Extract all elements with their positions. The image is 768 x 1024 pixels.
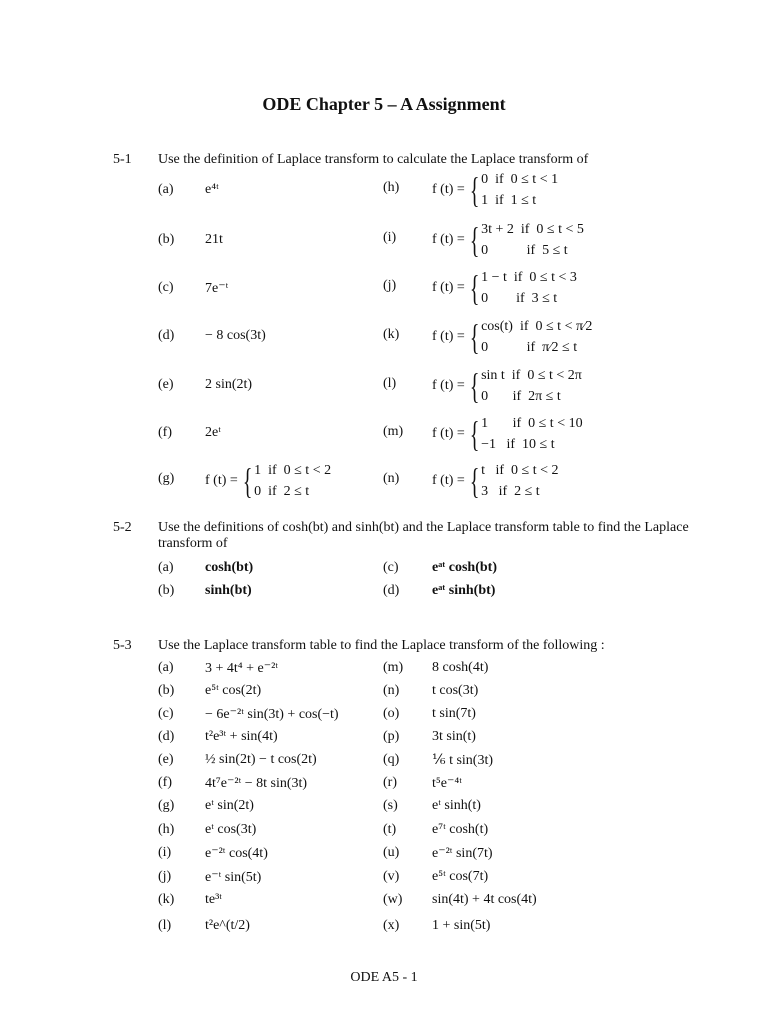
math-expression: sin(4t) + 4t cos(4t): [432, 892, 537, 907]
math-expression: 3 + 4t⁴ + e⁻²ᵗ: [205, 661, 279, 676]
function-lhs: f (t) =: [205, 473, 238, 488]
math-expression: ⅙ t sin(3t): [432, 753, 494, 768]
math-expression: eᵗ cos(3t): [205, 822, 257, 837]
section-instruction: Use the definition of Laplace transform to calculate the Laplace transform of: [158, 152, 589, 167]
page-footer: ODE A5 - 1: [350, 970, 418, 985]
item-label: (d): [383, 583, 400, 598]
cases: [481, 413, 583, 455]
math-expression: e⁻²ᵗ sin(7t): [432, 846, 493, 861]
math-expression: e⁻ᵗ sin(5t): [205, 870, 262, 885]
item-label: (l): [158, 918, 172, 933]
item-label: (b): [158, 683, 175, 698]
function-lhs: f (t) =: [432, 232, 465, 247]
item-label: (b): [158, 232, 175, 247]
function-lhs: f (t) =: [432, 280, 465, 295]
left-brace: {: [469, 170, 480, 210]
section-number: 5-2: [113, 520, 132, 535]
math-expression: eᵗ sinh(t): [432, 798, 481, 813]
item-label: (i): [383, 230, 397, 245]
case-line: 1 if 0 ≤ t < 2: [254, 463, 332, 478]
case-line: 0 if 5 ≤ t: [481, 243, 568, 258]
math-expression: 3t sin(t): [432, 729, 476, 744]
case-line: t if 0 ≤ t < 2: [481, 463, 559, 478]
math-expression: t⁵e⁻⁴ᵗ: [432, 776, 462, 791]
left-brace: {: [469, 317, 480, 357]
math-expression: eᵃᵗ sinh(bt): [432, 583, 496, 598]
item-label: (h): [158, 822, 175, 837]
math-expression: t²e^(t/2): [205, 918, 250, 933]
case-line: 1 − t if 0 ≤ t < 3: [481, 270, 577, 285]
math-expression: t²e³ᵗ + sin(4t): [205, 729, 278, 744]
item-label: (a): [158, 182, 174, 197]
function-lhs: f (t) =: [432, 329, 465, 344]
function-lhs: f (t) =: [432, 473, 465, 488]
case-line: 0 if 2 ≤ t: [254, 484, 310, 499]
item-label: (m): [383, 660, 404, 675]
item-label: (f): [158, 425, 172, 440]
item-label: (s): [383, 798, 398, 813]
piecewise-function: [432, 365, 582, 407]
section-instruction: Use the Laplace transform table to find the Laplace transform of the following :: [158, 638, 605, 653]
item-label: (g): [158, 798, 175, 813]
item-label: (c): [158, 706, 174, 721]
math-expression: 4t⁷e⁻²ᵗ − 8t sin(3t): [205, 776, 308, 791]
item-label: (w): [383, 892, 403, 907]
math-expression: 2 sin(2t): [205, 377, 253, 392]
item-label: (j): [158, 869, 172, 884]
case-line: 0 if π⁄2 ≤ t: [481, 340, 578, 355]
left-brace: {: [469, 268, 480, 308]
item-label: (e): [158, 377, 174, 392]
cases: [481, 316, 592, 358]
item-label: (v): [383, 869, 400, 884]
cases: [481, 219, 584, 261]
math-expression: 21t: [205, 232, 223, 247]
case-line: 0 if 2π ≤ t: [481, 389, 561, 404]
math-expression: 2eᵗ: [205, 425, 221, 440]
piecewise-function: [432, 316, 592, 358]
cases: [481, 460, 558, 502]
item-label: (d): [158, 729, 175, 744]
piecewise-function: [432, 219, 584, 261]
item-label: (c): [158, 280, 174, 295]
section-instruction: Use the definitions of cosh(bt) and sinh(bt) and the Laplace transform table to find the Laplace transform of: [158, 520, 689, 551]
math-expression: cosh(bt): [205, 560, 254, 575]
math-expression: eᵗ sin(2t): [205, 798, 254, 813]
math-expression: te³ᵗ: [205, 892, 222, 907]
item-label: (p): [383, 729, 400, 744]
item-label: (q): [383, 752, 400, 767]
item-label: (b): [158, 583, 175, 598]
math-expression: 8 cosh(4t): [432, 660, 489, 675]
left-brace: {: [469, 414, 480, 454]
left-brace: {: [469, 461, 480, 501]
math-expression: t cos(3t): [432, 683, 479, 698]
left-brace: {: [242, 461, 253, 501]
item-label: (m): [383, 424, 404, 439]
cases: [481, 267, 577, 309]
math-expression: − 6e⁻²ᵗ sin(3t) + cos(−t): [205, 707, 339, 722]
item-label: (f): [158, 775, 172, 790]
item-label: (n): [383, 471, 400, 486]
item-label: (j): [383, 278, 397, 293]
math-expression: e⁵ᵗ cos(7t): [432, 869, 489, 884]
item-label: (g): [158, 471, 175, 486]
left-brace: {: [469, 220, 480, 260]
case-line: 1 if 1 ≤ t: [481, 193, 537, 208]
section-number: 5-3: [113, 638, 132, 653]
item-label: (k): [158, 892, 175, 907]
math-expression: − 8 cos(3t): [205, 328, 266, 343]
item-label: (k): [383, 327, 400, 342]
function-lhs: f (t) =: [432, 378, 465, 393]
item-label: (h): [383, 180, 400, 195]
piecewise-function: [432, 460, 558, 502]
math-expression: e⁷ᵗ cosh(t): [432, 822, 489, 837]
item-label: (i): [158, 845, 172, 860]
case-line: sin t if 0 ≤ t < 2π: [481, 368, 582, 383]
item-label: (t): [383, 822, 397, 837]
case-line: 0 if 0 ≤ t < 1: [481, 172, 559, 187]
item-label: (u): [383, 845, 400, 860]
item-label: (a): [158, 560, 174, 575]
item-label: (l): [383, 376, 397, 391]
cases: [481, 365, 582, 407]
math-expression: t sin(7t): [432, 706, 476, 721]
function-lhs: f (t) =: [432, 182, 465, 197]
case-line: 3t + 2 if 0 ≤ t < 5: [481, 222, 584, 237]
cases: [481, 169, 558, 211]
math-expression: sinh(bt): [205, 583, 252, 598]
item-label: (o): [383, 706, 400, 721]
math-expression: e⁻²ᵗ cos(4t): [205, 846, 268, 861]
cases: [254, 460, 331, 502]
section-number: 5-1: [113, 152, 132, 167]
piecewise-function: [432, 413, 583, 455]
item-label: (e): [158, 752, 174, 767]
case-line: 1 if 0 ≤ t < 10: [481, 416, 583, 431]
piecewise-function: [205, 460, 331, 502]
case-line: 0 if 3 ≤ t: [481, 291, 558, 306]
item-label: (n): [383, 683, 400, 698]
piecewise-function: [432, 169, 558, 211]
math-expression: 7e⁻ᵗ: [205, 281, 229, 296]
item-label: (d): [158, 328, 175, 343]
math-expression: e⁴ᵗ: [205, 182, 219, 197]
item-label: (a): [158, 660, 174, 675]
math-expression: 1 + sin(5t): [432, 918, 491, 933]
item-label: (r): [383, 775, 397, 790]
case-line: cos(t) if 0 ≤ t < π⁄2: [481, 319, 593, 334]
math-expression: e⁵ᵗ cos(2t): [205, 683, 262, 698]
piecewise-function: [432, 267, 577, 309]
item-label: (x): [383, 918, 400, 933]
math-expression: eᵃᵗ cosh(bt): [432, 560, 497, 575]
math-expression: ½ sin(2t) − t cos(2t): [205, 752, 317, 767]
function-lhs: f (t) =: [432, 426, 465, 441]
case-line: −1 if 10 ≤ t: [481, 437, 555, 452]
left-brace: {: [469, 366, 480, 406]
item-label: (c): [383, 560, 399, 575]
document-title: ODE Chapter 5 – A Assignment: [262, 94, 506, 114]
case-line: 3 if 2 ≤ t: [481, 484, 540, 499]
